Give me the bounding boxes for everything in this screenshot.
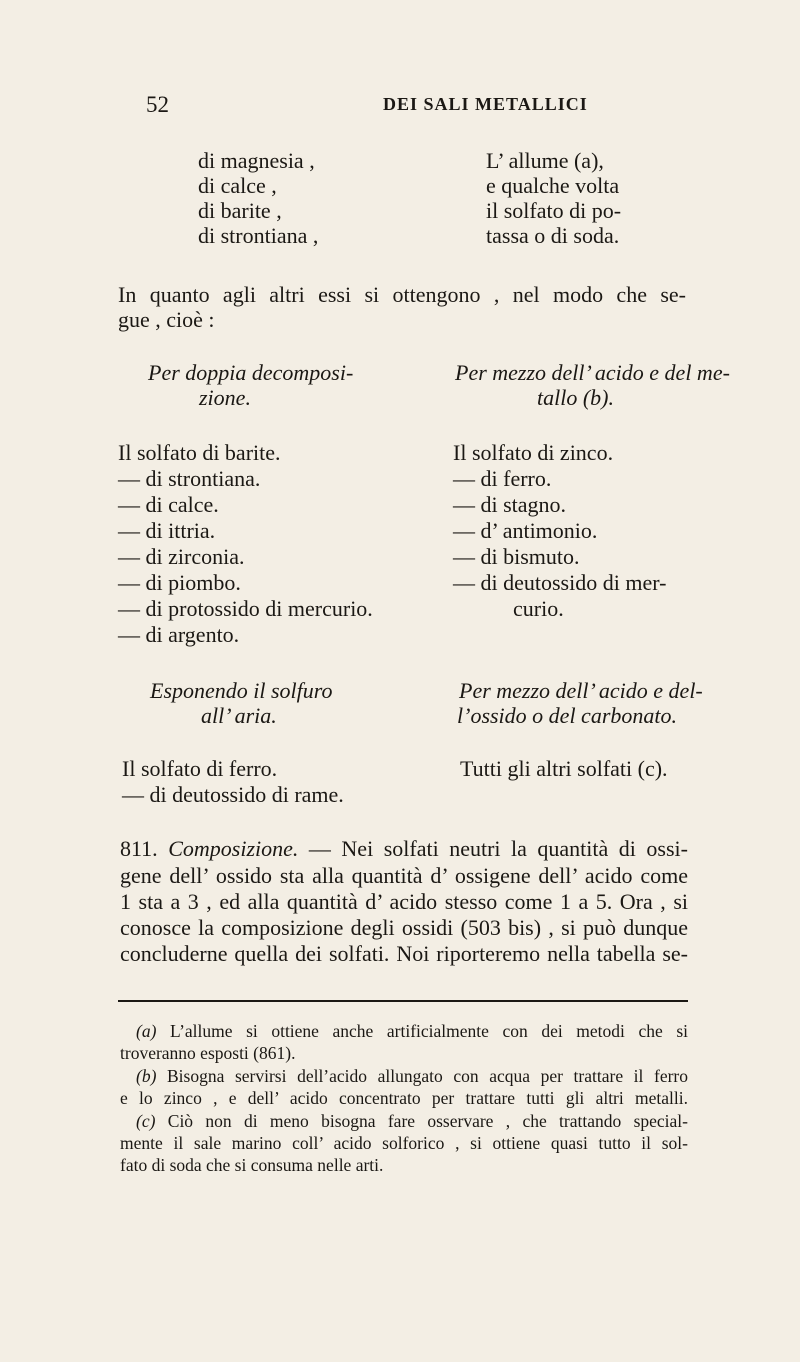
footnote-text: Bisogna servirsi dell’acido allungato con acqua per trattare il ferro (167, 1066, 688, 1086)
footnote-c (136, 1110, 688, 1132)
running-title: DEI SALI METALLICI (383, 94, 588, 114)
list-item: L’ allume (a), (486, 148, 604, 173)
section-heading-acid-oxide-cont: l’ossido o del carbonato. (457, 703, 677, 728)
list-item: di barite , (198, 198, 282, 223)
list-item: di strontiana , (198, 223, 319, 248)
paragraph-text-start: — Nei solfati neutri la quantità di ossi- (308, 836, 688, 861)
list-item: — di argento. (118, 622, 240, 647)
list-item: e qualche volta (486, 173, 620, 198)
list-item: curio. (513, 596, 564, 621)
paragraph-line: gene dell’ ossido sta alla quantità d’ ossigene dell’ acido come (120, 863, 688, 888)
footnote-a (136, 1020, 688, 1042)
list-item: il solfato di po- (486, 198, 622, 223)
footnote-line: e lo zinco , e dell’ acido concentrato per trattare tutti gli altri metalli. (120, 1088, 688, 1108)
paragraph-number: 811. (120, 836, 158, 861)
list-item: — di ferro. (453, 466, 552, 491)
section-heading-double-decomposition-cont: zione. (199, 385, 251, 410)
intro-line-2: gue , cioè : (118, 307, 215, 332)
section-heading-acid-metal: Per mezzo dell’ acido e del me- (455, 360, 730, 385)
section-heading-sulfide-air-cont: all’ aria. (201, 703, 277, 728)
footnote-line: troveranno esposti (861). (120, 1043, 296, 1063)
section-heading-acid-oxide: Per mezzo dell’ acido e del- (459, 678, 703, 703)
list-item: — di stagno. (453, 492, 567, 517)
footnote-marker: (a) (136, 1021, 157, 1041)
page-number: 52 (146, 92, 169, 117)
list-item: — di zirconia. (118, 544, 245, 569)
footnote-marker: (c) (136, 1111, 156, 1131)
paragraph-line: 1 sta a 3 , ed alla quantità d’ acido stesso come 1 a 5. Ora , si (120, 889, 688, 914)
list-item: — d’ antimonio. (453, 518, 598, 543)
section-heading-sulfide-air: Esponendo il solfuro (150, 678, 333, 703)
list-item: — di deutossido di mer- (453, 570, 667, 595)
footnote-line: fato di soda che si consuma nelle arti. (120, 1155, 384, 1175)
list-item: — di piombo. (118, 570, 241, 595)
paragraph-line (120, 836, 688, 862)
paragraph-line: conosce la composizione degli ossidi (503 bis) , si può dunque (120, 915, 688, 940)
intro-line-1: In quanto agli altri essi si ottengono , nel modo che se- (118, 282, 686, 307)
list-item: Il solfato di barite. (118, 440, 281, 465)
list-item: Tutti gli altri solfati (c). (460, 756, 668, 781)
list-item: — di ittria. (118, 518, 216, 543)
footnote-text: Ciò non di meno bisogna fare osservare , che trattando special- (167, 1111, 688, 1131)
list-item: Il solfato di zinco. (453, 440, 614, 465)
list-item: — di bismuto. (453, 544, 580, 569)
list-item: Il solfato di ferro. (122, 756, 278, 781)
footnote-marker: (b) (136, 1066, 157, 1086)
section-heading-double-decomposition: Per doppia decomposi- (148, 360, 354, 385)
paragraph-line: concluderne quella dei solfati. Noi riporteremo nella tabella se- (120, 941, 688, 966)
list-item: — di calce. (118, 492, 219, 517)
list-item: — di protossido di mercurio. (118, 596, 373, 621)
list-item: tassa o di soda. (486, 223, 620, 248)
footnote-line: mente il sale marino coll’ acido solforico , si ottiene quasi tutto il sol- (120, 1133, 688, 1153)
list-item: di calce , (198, 173, 277, 198)
paragraph-title: Composizione. (168, 836, 299, 861)
footnote-text: L’allume si ottiene anche artificialmente con dei metodi che si (169, 1021, 688, 1041)
list-item: di magnesia , (198, 148, 315, 173)
section-heading-acid-metal-cont: tallo (b). (537, 385, 614, 410)
list-item: — di strontiana. (118, 466, 261, 491)
footnote-b (136, 1065, 688, 1087)
footnote-divider (118, 1000, 688, 1002)
list-item: — di deutossido di rame. (122, 782, 344, 807)
